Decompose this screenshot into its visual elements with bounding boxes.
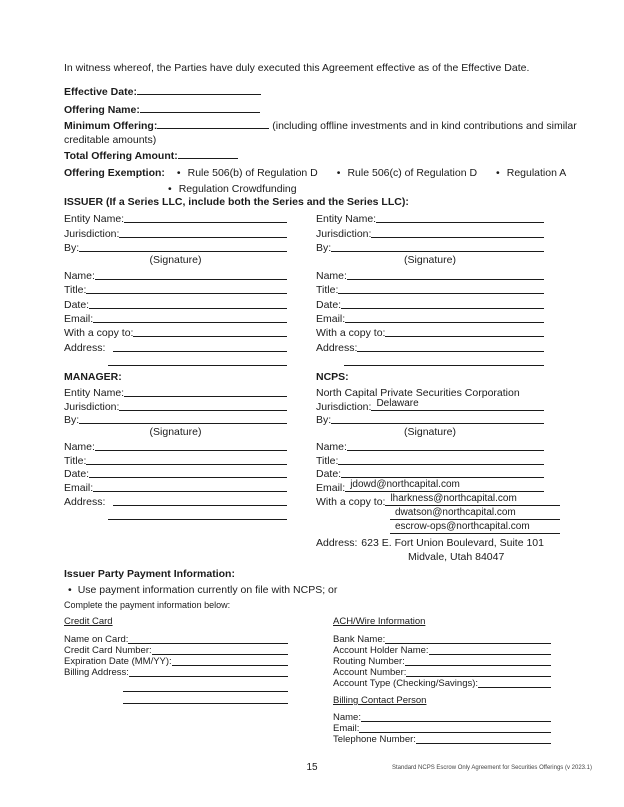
blank-line (86, 293, 287, 294)
account-type-label: Account Type (Checking/Savings): (333, 677, 479, 689)
account-number-label: Account Number: (333, 666, 407, 678)
blank-line (89, 308, 287, 309)
title-label: Title: (64, 454, 87, 467)
date-label: Date: (316, 298, 342, 311)
ncps-address-row2 (316, 549, 544, 563)
by-row (64, 413, 287, 427)
bullet-icon: • (336, 167, 341, 179)
exemption-option (496, 167, 566, 179)
manager-column (64, 371, 287, 563)
blank-line (93, 491, 287, 492)
title-label: Title: (316, 454, 339, 467)
email-label: Email: (64, 312, 94, 325)
blank-line (405, 665, 551, 666)
entity-name-row (64, 385, 287, 399)
credit-card-number-label: Credit Card Number: (64, 644, 152, 656)
blank-line (331, 423, 544, 424)
blank-line (93, 322, 287, 323)
name-on-card-row (64, 634, 288, 645)
name-label: Name: (316, 440, 347, 453)
blank-line (341, 308, 544, 309)
account-number-row (333, 667, 551, 678)
blank-line (123, 691, 288, 692)
expiration-date-row (64, 656, 288, 667)
blank-line (157, 118, 269, 129)
title-label: Title: (64, 284, 87, 297)
copy-to-label: With a copy to: (64, 327, 134, 340)
ach-wire-column (333, 616, 551, 745)
email-label: Email: (64, 482, 94, 495)
billing-contact-heading: Billing Contact Person (333, 695, 427, 706)
blank-line (79, 251, 287, 252)
exemption-option (177, 167, 318, 179)
blank-line (123, 703, 288, 704)
field-effective-date (64, 84, 261, 99)
billing-address-label: Billing Address: (64, 666, 129, 678)
blank-line (79, 423, 287, 424)
field-minimum-offering (64, 118, 595, 147)
entity-name-label: Entity Name: (316, 213, 377, 226)
date-row (64, 296, 287, 310)
issuer-section-heading: ISSUER (If a Series LLC, include both the Series and the Series LLC): (64, 196, 409, 208)
blank-line (359, 732, 551, 733)
blank-line (124, 222, 287, 223)
blank-line (347, 450, 544, 451)
blank-line (137, 84, 261, 95)
address-extra-row (316, 354, 544, 368)
ncps-address-line2: Midvale, Utah 84047 (408, 551, 505, 564)
signature-caption: (Signature) (149, 254, 202, 267)
address-row (316, 339, 544, 353)
issuer-left-column (64, 211, 287, 368)
name-label: Name: (64, 269, 95, 282)
address-extra-row (64, 508, 287, 522)
contact-phone-row (333, 734, 551, 745)
jurisdiction-value: Delaware (371, 398, 544, 411)
blank-line (108, 365, 287, 366)
address-row (64, 494, 287, 508)
routing-number-label: Routing Number: (333, 655, 405, 667)
entity-name-row (64, 211, 287, 225)
credit-card-column (64, 616, 288, 745)
blank-line (357, 351, 544, 352)
blank-line (119, 410, 287, 411)
email-row (316, 311, 544, 325)
blank-line (113, 351, 287, 352)
offering-name-label: Offering Name: (64, 104, 140, 116)
name-label: Name: (316, 269, 347, 282)
ach-wire-heading: ACH/Wire Information (333, 616, 426, 627)
payment-section (64, 568, 595, 745)
email-value: jdowd@northcapital.com (345, 479, 544, 492)
blank-line (133, 336, 287, 337)
copy-to-value: dwatson@northcapital.com (390, 507, 560, 520)
signature-caption: (Signature) (149, 426, 202, 439)
billing-address-row (64, 667, 288, 678)
jurisdiction-label: Jurisdiction: (64, 227, 120, 240)
blank-line (89, 477, 287, 478)
jurisdiction-label: Jurisdiction: (316, 400, 372, 413)
page-number: 15 (306, 762, 318, 773)
blank-line (152, 654, 288, 655)
intro-paragraph: In witness whereof, the Parties have duly executed this Agreement effective as of the Effective Date. (64, 62, 530, 74)
ncps-address-row (316, 536, 544, 550)
signature-caption: (Signature) (404, 426, 456, 439)
name-on-card-label: Name on Card: (64, 633, 129, 645)
exemption-option-label: Regulation Crowdfunding (178, 183, 297, 195)
payment-option-complete: Complete the payment information below: (64, 600, 231, 610)
blank-line (385, 643, 551, 644)
ncps-jurisdiction-row (316, 399, 544, 413)
title-row (64, 282, 287, 296)
title-row (316, 282, 544, 296)
bullet-icon: • (68, 584, 72, 596)
effective-date-label: Effective Date: (64, 86, 137, 98)
payment-option-label: Use payment information currently on file with NCPS; or (77, 584, 338, 596)
account-holder-label: Account Holder Name: (333, 644, 429, 656)
exemption-option-label: Rule 506(c) of Regulation D (347, 167, 478, 179)
offering-exemption-label: Offering Exemption: (64, 167, 165, 179)
blank-line (95, 450, 287, 451)
jurisdiction-label: Jurisdiction: (316, 227, 372, 240)
email-row (64, 311, 287, 325)
blank-line (86, 464, 287, 465)
ncps-entity-name: North Capital Private Securities Corporation (316, 386, 520, 399)
blank-line (347, 279, 544, 280)
entity-name-label: Entity Name: (64, 386, 125, 399)
bullet-icon: • (176, 167, 181, 179)
bullet-icon: • (168, 183, 172, 195)
jurisdiction-row (64, 399, 287, 413)
exemption-option-label: Regulation A (506, 167, 567, 179)
address-row (64, 339, 287, 353)
expiration-date-label: Expiration Date (MM/YY): (64, 655, 172, 667)
blank-line (478, 687, 551, 688)
blank-line (172, 665, 288, 666)
copy-to-row (64, 325, 287, 339)
contact-email-row (333, 723, 551, 734)
blank-line (376, 222, 544, 223)
copy-to-value: lharkness@northcapital.com (385, 493, 560, 506)
blank-line (128, 643, 288, 644)
minimum-offering-note: (including offline investments and in kind contributions and similar creditable amounts) (64, 120, 577, 146)
blank-line (344, 365, 544, 366)
payment-grid (64, 616, 595, 745)
minimum-offering-label: Minimum Offering: (64, 120, 158, 132)
exemption-option-label: Rule 506(b) of Regulation D (187, 167, 318, 179)
blank-line (345, 322, 544, 323)
billing-address-extra-row (64, 694, 288, 706)
name-row (316, 439, 544, 453)
routing-number-row (333, 656, 551, 667)
by-label: By: (64, 242, 80, 255)
account-holder-row (333, 645, 551, 656)
address-label: Address: (316, 537, 358, 550)
payment-heading: Issuer Party Payment Information: (64, 568, 235, 580)
address-label: Address: (316, 341, 358, 354)
by-label: By: (316, 242, 332, 255)
blank-line (416, 743, 551, 744)
date-label: Date: (64, 298, 90, 311)
bullet-icon: • (496, 167, 500, 179)
document-version-note: Standard NCPS Escrow Only Agreement for Securities Offerings (v 2023.1) (392, 765, 592, 771)
account-type-row (333, 678, 551, 689)
entity-name-label: Entity Name: (64, 213, 125, 226)
by-label: By: (316, 414, 332, 427)
address-extra-row (64, 354, 287, 368)
issuer-right-column (316, 211, 544, 368)
jurisdiction-row (64, 225, 287, 239)
blank-line (331, 251, 544, 252)
contact-name-row (333, 712, 551, 723)
bank-name-label: Bank Name: (333, 633, 386, 645)
copy-to-value: escrow-ops@northcapital.com (390, 521, 560, 534)
issuer-grid (64, 211, 544, 368)
blank-line (129, 676, 288, 677)
blank-line (119, 237, 287, 238)
manager-ncps-grid (64, 371, 544, 563)
blank-line (371, 237, 544, 238)
blank-line (124, 396, 287, 397)
email-row (64, 480, 287, 494)
contact-email-label: Email: (333, 722, 360, 734)
blank-line (178, 148, 238, 159)
blank-line (95, 279, 287, 280)
name-row (64, 267, 287, 281)
contact-phone-label: Telephone Number: (333, 733, 416, 745)
payment-option-on-file (64, 584, 595, 597)
date-label: Date: (64, 468, 90, 481)
offering-exemption-block (64, 166, 566, 196)
jurisdiction-row (316, 225, 544, 239)
by-row (316, 413, 544, 427)
address-label: Address: (64, 341, 106, 354)
billing-address-extra-row (64, 682, 288, 694)
field-offering-name (64, 102, 260, 117)
total-offering-label: Total Offering Amount: (64, 150, 178, 162)
address-label: Address: (64, 495, 106, 508)
field-total-offering-amount (64, 148, 238, 163)
exemption-option (337, 167, 477, 179)
credit-card-heading: Credit Card (64, 616, 113, 627)
blank-line (338, 464, 544, 465)
offering-exemption-row (64, 166, 566, 180)
entity-name-row (316, 211, 544, 225)
name-row (64, 439, 287, 453)
ncps-heading: NCPS: (316, 371, 349, 383)
copy-to-row (316, 325, 544, 339)
blank-line (140, 102, 260, 113)
blank-line (108, 519, 287, 520)
copy-to-label: With a copy to: (316, 327, 386, 340)
ncps-address-line1: 623 E. Fort Union Boulevard, Suite 101 (361, 537, 544, 550)
contact-name-label: Name: (333, 711, 361, 723)
name-label: Name: (64, 440, 95, 453)
jurisdiction-label: Jurisdiction: (64, 400, 120, 413)
manager-heading: MANAGER: (64, 371, 122, 383)
blank-line (406, 676, 551, 677)
blank-line (385, 336, 544, 337)
date-row (64, 467, 287, 481)
by-row (64, 240, 287, 254)
title-label: Title: (316, 284, 339, 297)
blank-line (338, 293, 544, 294)
exemption-option (168, 182, 566, 196)
bank-name-row (333, 634, 551, 645)
ncps-copy-to-extra-row (316, 522, 560, 536)
date-row (316, 296, 544, 310)
title-row (64, 453, 287, 467)
blank-line (361, 721, 551, 722)
date-label: Date: (316, 468, 342, 481)
blank-line (113, 505, 287, 506)
signature-caption: (Signature) (404, 254, 456, 267)
name-row (316, 267, 544, 281)
by-row (316, 240, 544, 254)
email-label: Email: (316, 312, 346, 325)
credit-card-number-row (64, 645, 288, 656)
copy-to-label: With a copy to: (316, 495, 386, 508)
blank-line (429, 654, 551, 655)
email-label: Email: (316, 482, 346, 495)
title-row (316, 453, 544, 467)
ncps-column (316, 371, 544, 563)
by-label: By: (64, 414, 80, 427)
